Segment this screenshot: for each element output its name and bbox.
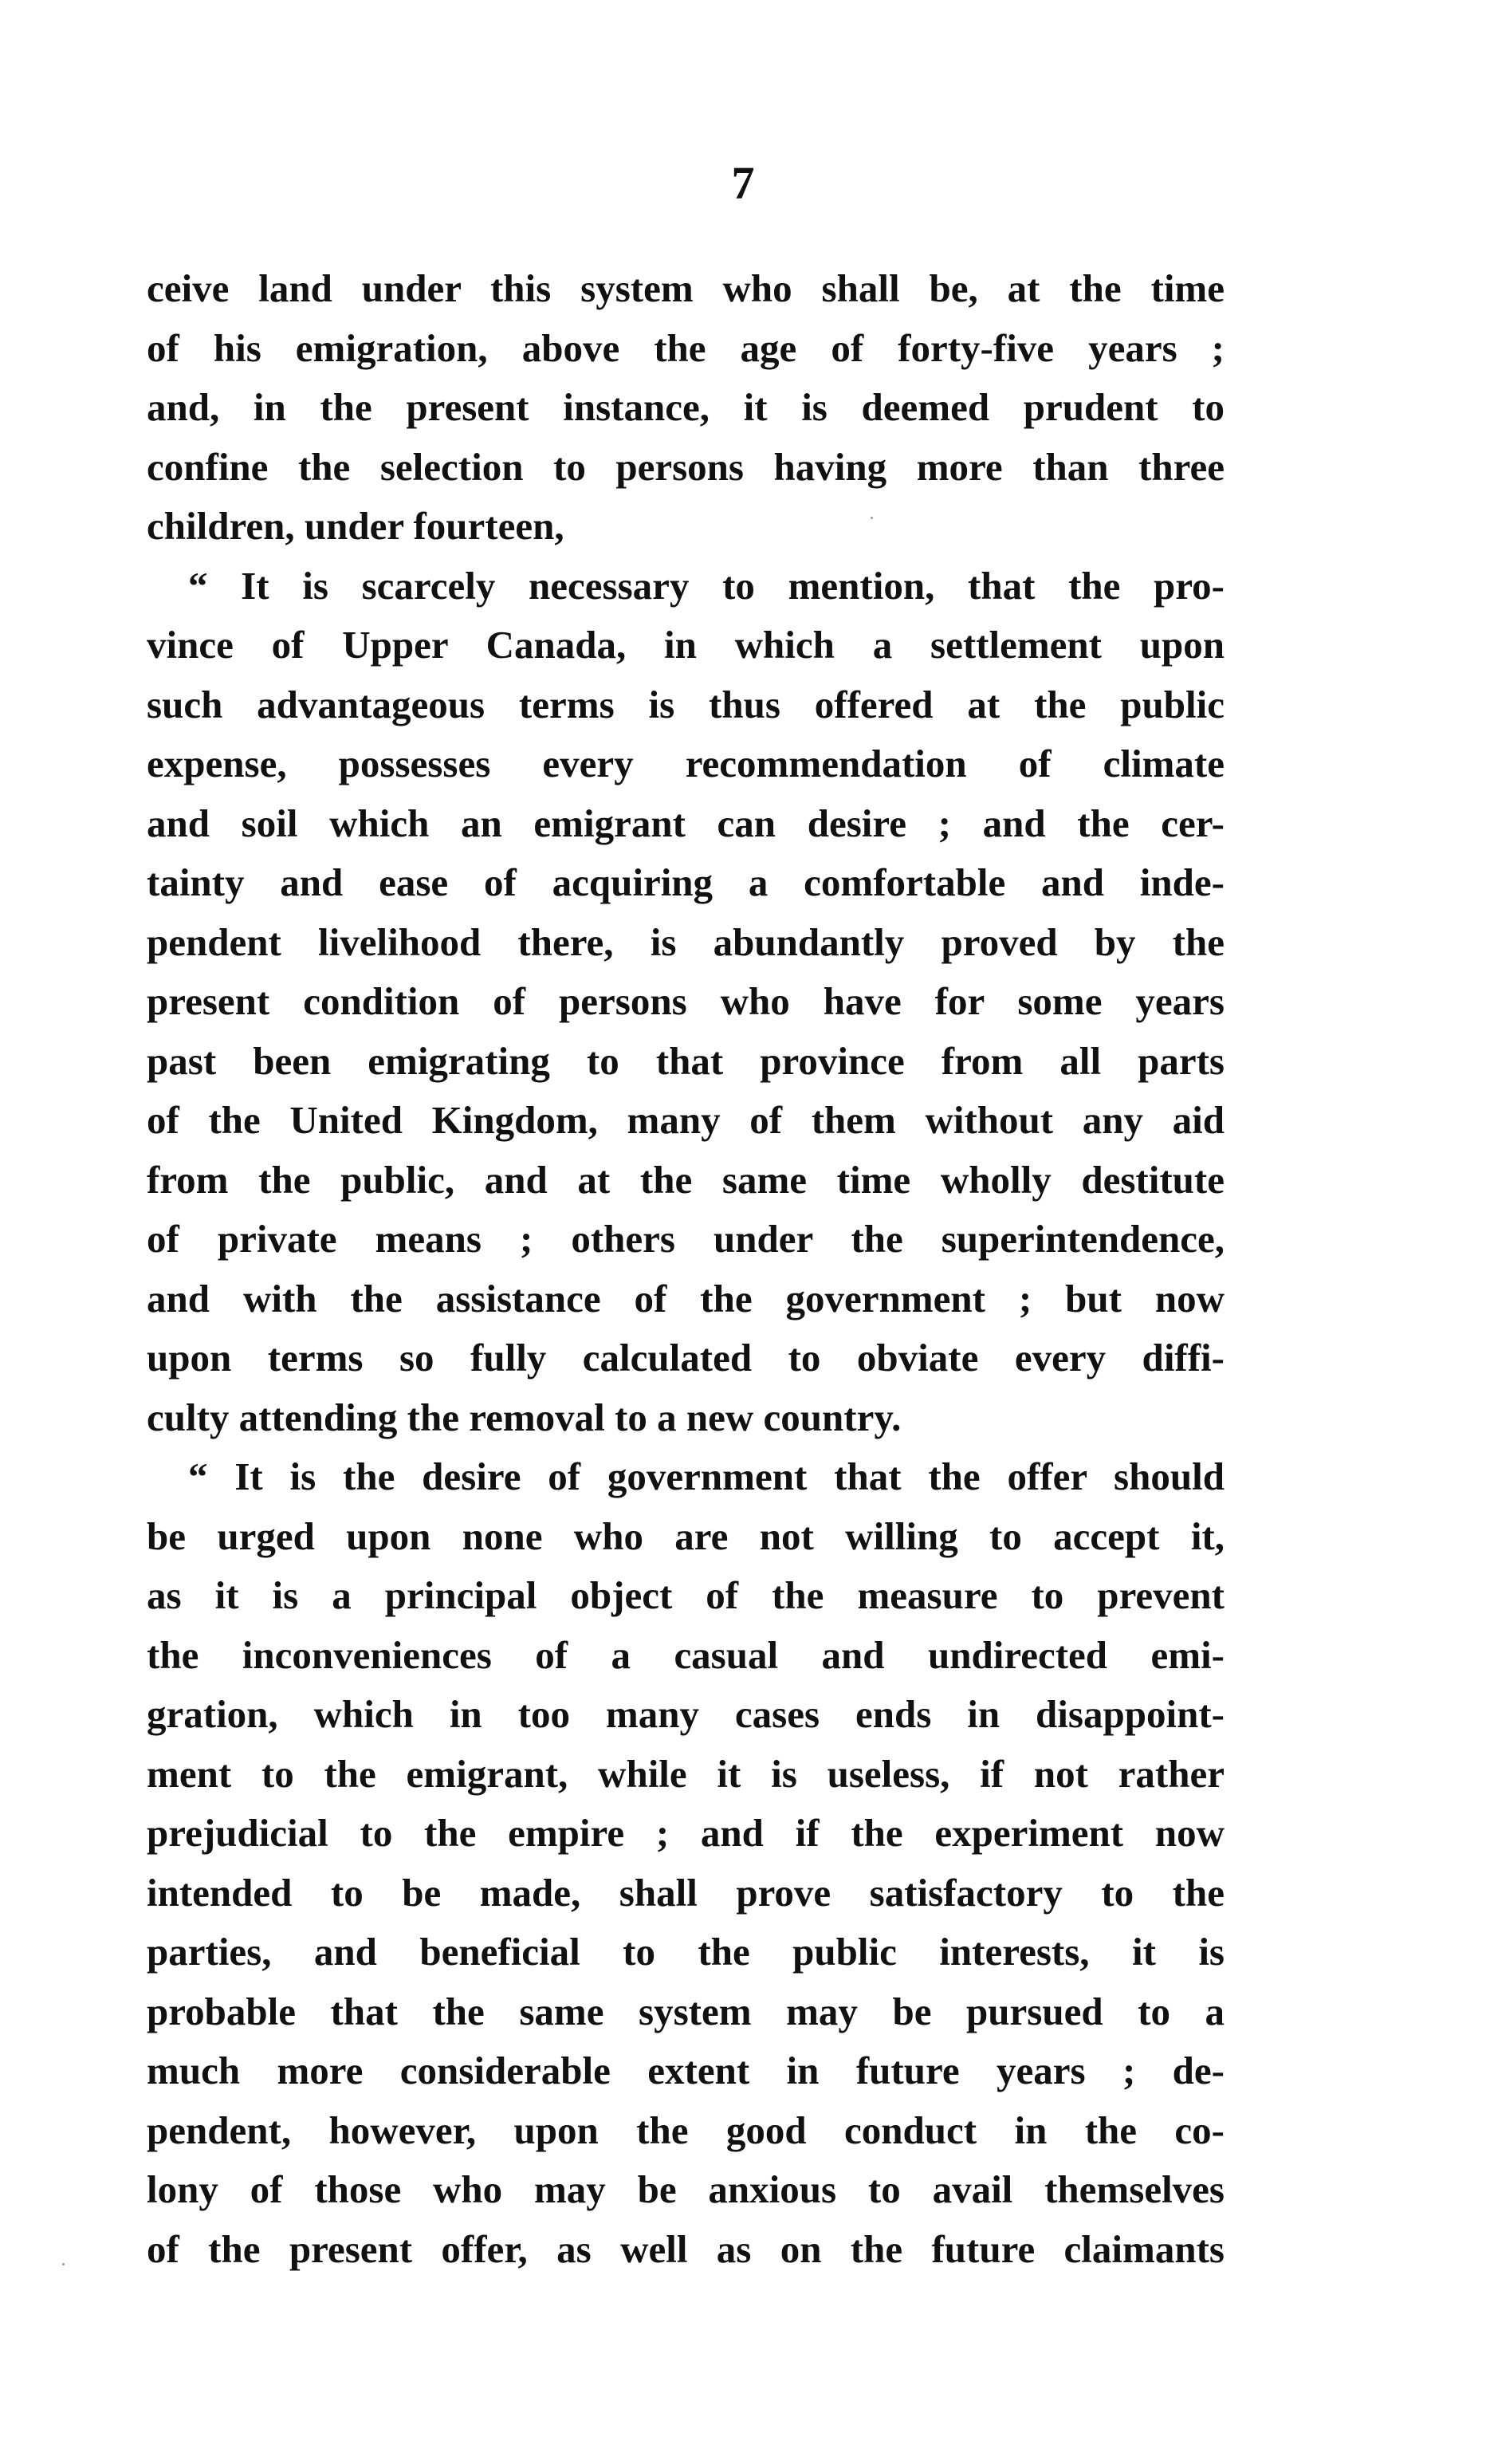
text-line: probable that the same system may be pursued to a	[147, 1989, 1225, 2033]
text-line: intended to be made, shall prove satisfactory to the	[147, 1870, 1225, 1915]
text-line: of private means ; others under the superintendence,	[147, 1217, 1225, 1261]
text-line: and with the assistance of the government ; but now	[147, 1276, 1225, 1321]
text-line: and, in the present instance, it is deemed prudent to	[147, 385, 1225, 429]
text-line: present condition of persons who have for some years	[147, 979, 1225, 1023]
paragraph-start-line: “ It is the desire of government that the offer should	[188, 1454, 1225, 1498]
text-line: ceive land under this system who shall be, at the time	[147, 266, 1225, 310]
text-line: past been emigrating to that province from all parts	[147, 1038, 1225, 1083]
paragraph-end-line: children, under fourteen,	[147, 504, 564, 548]
text-line: ment to the emigrant, while it is useless, if not rather	[147, 1751, 1225, 1796]
text-line: of the United Kingdom, many of them without any aid	[147, 1098, 1225, 1142]
paper-speck	[62, 2263, 65, 2265]
text-line: be urged upon none who are not willing to accept it,	[147, 1513, 1225, 1558]
text-line: as it is a principal object of the measure to prevent	[147, 1573, 1225, 1617]
text-line: pendent, however, upon the good conduct in the co-	[147, 2108, 1225, 2152]
text-line: gration, which in too many cases ends in disappoint-	[147, 1692, 1225, 1736]
text-line: upon terms so fully calculated to obviate every diffi-	[147, 1336, 1225, 1380]
text-line: vince of Upper Canada, in which a settlement upon	[147, 623, 1225, 667]
text-line: from the public, and at the same time wholly destitute	[147, 1157, 1225, 1202]
text-line: of his emigration, above the age of forty-five years ;	[147, 325, 1225, 370]
text-line: tainty and ease of acquiring a comfortable and inde-	[147, 860, 1225, 904]
text-line: the inconveniences of a casual and undirected emi-	[147, 1632, 1225, 1677]
text-line: confine the selection to persons having more than three	[147, 444, 1225, 489]
text-line: lony of those who may be anxious to avail themselves	[147, 2167, 1225, 2211]
text-line: expense, possesses every recommendation of climate	[147, 742, 1225, 785]
paragraph-start-line: “ It is scarcely necessary to mention, that the pro-	[188, 563, 1225, 608]
text-line: and soil which an emigrant can desire ; and the cer-	[147, 801, 1225, 845]
paper-speck	[871, 517, 873, 519]
text-line: parties, and beneficial to the public interests, it is	[147, 1930, 1225, 1974]
page-number: 7	[731, 157, 755, 209]
text-line: prejudicial to the empire ; and if the experiment now	[147, 1811, 1225, 1855]
paragraph-end-line: culty attending the removal to a new country.	[147, 1395, 902, 1439]
text-line: much more considerable extent in future years ; de-	[147, 2049, 1225, 2092]
body-text	[147, 259, 1225, 2279]
text-line: such advantageous terms is thus offered at the public	[147, 682, 1225, 726]
text-line: of the present offer, as well as on the future claimants	[147, 2226, 1225, 2271]
text-line: pendent livelihood there, is abundantly proved by the	[147, 919, 1225, 964]
